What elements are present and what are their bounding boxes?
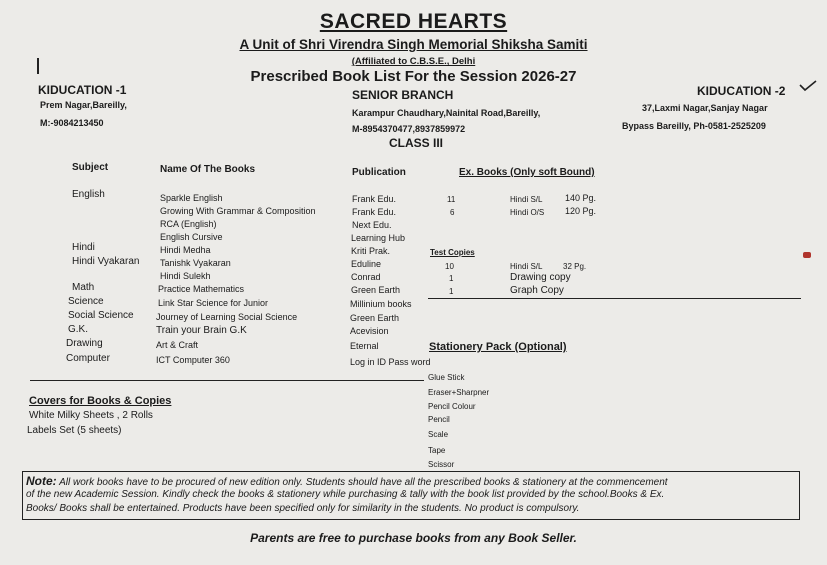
note-line-3: Books/ Books shall be entertained. Products have been specified only for similarity in the students. No product is compulsory. <box>26 503 580 514</box>
test-copy-count: 1 <box>449 274 454 283</box>
publication-cell: Acevision <box>350 326 389 336</box>
book-cell: Practice Mathematics <box>158 284 245 294</box>
test-copy-type: Hindi S/L <box>510 262 543 271</box>
publication-cell: Frank Edu. <box>352 207 397 217</box>
header-subject: Subject <box>72 162 109 173</box>
subject-cell: Hindi <box>72 242 95 253</box>
divider <box>30 380 424 381</box>
pen-mark <box>37 58 39 74</box>
branch-right-name: KIDUCATION -2 <box>697 84 786 98</box>
branch-left-name: KIDUCATION -1 <box>38 83 127 97</box>
school-name: SACRED HEARTS <box>319 10 508 33</box>
book-cell: Journey of Learning Social Science <box>156 312 298 322</box>
publication-cell: Log in ID Pass word <box>350 357 431 367</box>
branch-left-address: Prem Nagar,Bareilly, <box>40 100 127 110</box>
test-copies-label: Test Copies <box>430 248 475 257</box>
test-copy-type: Graph Copy <box>510 285 564 296</box>
stationery-item: Eraser+Sharpner <box>428 388 490 397</box>
test-copy-count: 10 <box>445 262 454 271</box>
header-ex-books: Ex. Books (Only soft Bound) <box>459 167 595 178</box>
book-cell: Train your Brain G.K <box>156 325 247 336</box>
book-cell: Link Star Science for Junior <box>158 298 269 308</box>
publication-cell: Next Edu. <box>352 220 392 230</box>
test-copy-count: 1 <box>449 287 454 296</box>
unit-line: A Unit of Shri Virendra Singh Memorial Shiksha Samiti <box>239 37 588 52</box>
stationery-item: Glue Stick <box>428 373 465 382</box>
branch-left-phone: M:-9084213450 <box>40 118 104 128</box>
margin-mark <box>803 252 811 258</box>
subject-cell: English <box>72 189 105 200</box>
publication-cell: Kriti Prak. <box>351 246 391 256</box>
stationery-item: Pencil Colour <box>428 402 476 411</box>
book-cell: Sparkle English <box>160 193 223 203</box>
branch-center-address: Karampur Chaudhary,Nainital Road,Bareilly, <box>352 108 541 118</box>
divider <box>428 298 801 299</box>
book-cell: RCA (English) <box>160 219 217 229</box>
stationery-title: Stationery Pack (Optional) <box>429 341 567 353</box>
note-line-1 <box>26 474 668 488</box>
covers-item: Labels Set (5 sheets) <box>27 425 122 436</box>
publication-cell: Green Earth <box>351 285 401 295</box>
stationery-item: Scissor <box>428 460 455 469</box>
subject-cell: G.K. <box>68 324 89 335</box>
publication-cell: Green Earth <box>350 313 400 323</box>
covers-item: White Milky Sheets , 2 Rolls <box>29 410 153 421</box>
note-text-1: All work books have to be procured of new edition only. Students should have all the prescribed books & stationery at the commencement <box>56 477 668 488</box>
checkmark-icon <box>799 80 817 92</box>
stationery-item: Scale <box>428 430 449 439</box>
ex-book-type: Hindi S/L <box>510 195 543 204</box>
book-cell: Tanishk Vyakaran <box>160 258 231 268</box>
publication-cell: Conrad <box>351 272 381 282</box>
subject-cell: Science <box>68 296 104 307</box>
subject-cell: Hindi Vyakaran <box>72 256 140 267</box>
stationery-item: Tape <box>428 446 446 455</box>
publication-cell: Eternal <box>350 341 379 351</box>
subject-cell: Social Science <box>68 310 134 321</box>
subject-cell: Drawing <box>66 338 103 349</box>
branch-center-phone: M-8954370477,8937859972 <box>352 124 466 134</box>
header-publication: Publication <box>352 167 406 178</box>
note-label: Note: <box>26 474 57 488</box>
ex-book-pages: 120 Pg. <box>565 206 597 216</box>
publication-cell: Frank Edu. <box>352 194 397 204</box>
note-line-2: of the new Academic Session. Kindly check the books & stationery while purchasing & tally with the book list provided by the school.Books & Ex. <box>26 489 665 500</box>
test-copy-type: Drawing copy <box>510 272 571 283</box>
publication-cell: Millinium books <box>350 299 412 309</box>
branch-center-name: SENIOR BRANCH <box>352 88 454 102</box>
session-title: Prescribed Book List For the Session 2026-27 <box>250 68 577 85</box>
publication-cell: Learning Hub <box>351 233 406 243</box>
book-cell: Growing With Grammar & Composition <box>160 206 316 216</box>
ex-book-pages: 140 Pg. <box>565 193 597 203</box>
book-cell: Hindi Medha <box>160 245 211 255</box>
book-cell: Art & Craft <box>156 340 199 350</box>
stationery-item: Pencil <box>428 415 450 424</box>
header-books: Name Of The Books <box>160 164 256 175</box>
branch-right-phone: Bypass Bareilly, Ph-0581-2525209 <box>622 121 766 131</box>
footer-text: Parents are free to purchase books from any Book Seller. <box>250 531 577 545</box>
book-cell: ICT Computer 360 <box>156 355 230 365</box>
ex-book-type: Hindi O/S <box>510 208 545 217</box>
book-cell: English Cursive <box>160 232 223 242</box>
covers-title: Covers for Books & Copies <box>29 395 172 407</box>
test-copy-pages: 32 Pg. <box>563 262 587 271</box>
publication-cell: Eduline <box>351 259 382 269</box>
class-label: CLASS III <box>389 136 444 150</box>
subject-cell: Computer <box>66 353 110 364</box>
branch-right-address: 37,Laxmi Nagar,Sanjay Nagar <box>642 103 768 113</box>
subject-cell: Math <box>72 282 95 293</box>
affiliation: (Affiliated to C.B.S.E., Delhi <box>351 56 476 67</box>
ex-book-count: 6 <box>450 208 455 217</box>
book-cell: Hindi Sulekh <box>160 271 211 281</box>
ex-book-count: 11 <box>447 195 456 204</box>
